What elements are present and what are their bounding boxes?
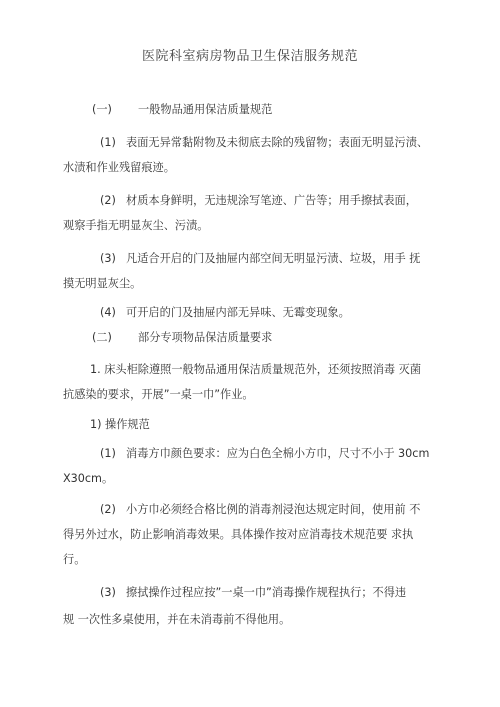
- item-marker: (2): [100, 194, 116, 207]
- list-item-first-line: [100, 251, 420, 267]
- list-item-first-line: [100, 585, 406, 601]
- paragraph-continuation: 抗感染的要求，开展”一桌一巾”作业。: [63, 388, 254, 401]
- list-item-first-line: [100, 502, 420, 518]
- item-text: 材质本身鲜明，无违规涂写笔迹、广告等；用手擦拭表面，: [126, 194, 417, 207]
- list-item-continuation: 得另外过水，防止影响消毒效果。具体操作按对应消毒技术规范要 求执: [63, 528, 414, 541]
- sub-heading: 1) 操作规范: [90, 418, 150, 431]
- list-item-first-line: [100, 305, 350, 321]
- item-text: 擦拭操作过程应按”一桌一巾”消毒操作规程执行；不得违: [126, 586, 407, 599]
- item-marker: (1): [100, 136, 116, 149]
- paragraph-first-line: 1. 床头柜除遵照一般物品通用保洁质量规范外，还须按照消毒 灭菌: [90, 363, 422, 376]
- section-marker: (一): [92, 103, 112, 116]
- section-heading: [92, 102, 272, 118]
- item-marker: (1): [100, 447, 116, 460]
- item-text: 消毒方巾颜色要求：应为白色全棉小方巾，尺寸不小于 30cm: [126, 447, 430, 460]
- item-marker: (3): [100, 252, 116, 265]
- list-item-first-line: [100, 135, 428, 151]
- list-item-first-line: [100, 193, 417, 209]
- item-marker: (2): [100, 503, 116, 516]
- list-item-continuation: X30cm。: [63, 472, 114, 485]
- document-title: 医院科室病房物品卫生保洁服务规范: [141, 49, 358, 64]
- item-text: 小方巾必须经合格比例的消毒剂浸泡达规定时间，使用前 不: [126, 503, 421, 516]
- section-heading: [92, 330, 272, 346]
- list-item-continuation: 规 一次性多桌使用，并在未消毒前不得他用。: [63, 613, 291, 626]
- list-item-continuation: 行。: [63, 553, 86, 566]
- section-title: 一般物品通用保洁质量规范: [138, 103, 273, 116]
- item-text: 凡适合开启的门及抽屉内部空间无明显污渍、垃圾，用手 抚: [126, 252, 421, 265]
- section-title: 部分专项物品保洁质量要求: [138, 331, 273, 344]
- list-item-continuation: 水渍和作业残留痕迹。: [63, 161, 175, 174]
- list-item-continuation: 观察手指无明显灰尘、污渍。: [63, 219, 209, 232]
- item-text: 可开启的门及抽屉内部无异味、无霉变现象。: [126, 306, 350, 319]
- list-item-continuation: 摸无明显灰尘。: [63, 277, 142, 290]
- item-marker: (3): [100, 586, 116, 599]
- item-marker: (4): [100, 306, 116, 319]
- list-item-first-line: [100, 446, 429, 462]
- item-text: 表面无异常黏附物及未彻底去除的残留物；表面无明显污渍、: [126, 136, 429, 149]
- section-marker: (二): [92, 331, 112, 344]
